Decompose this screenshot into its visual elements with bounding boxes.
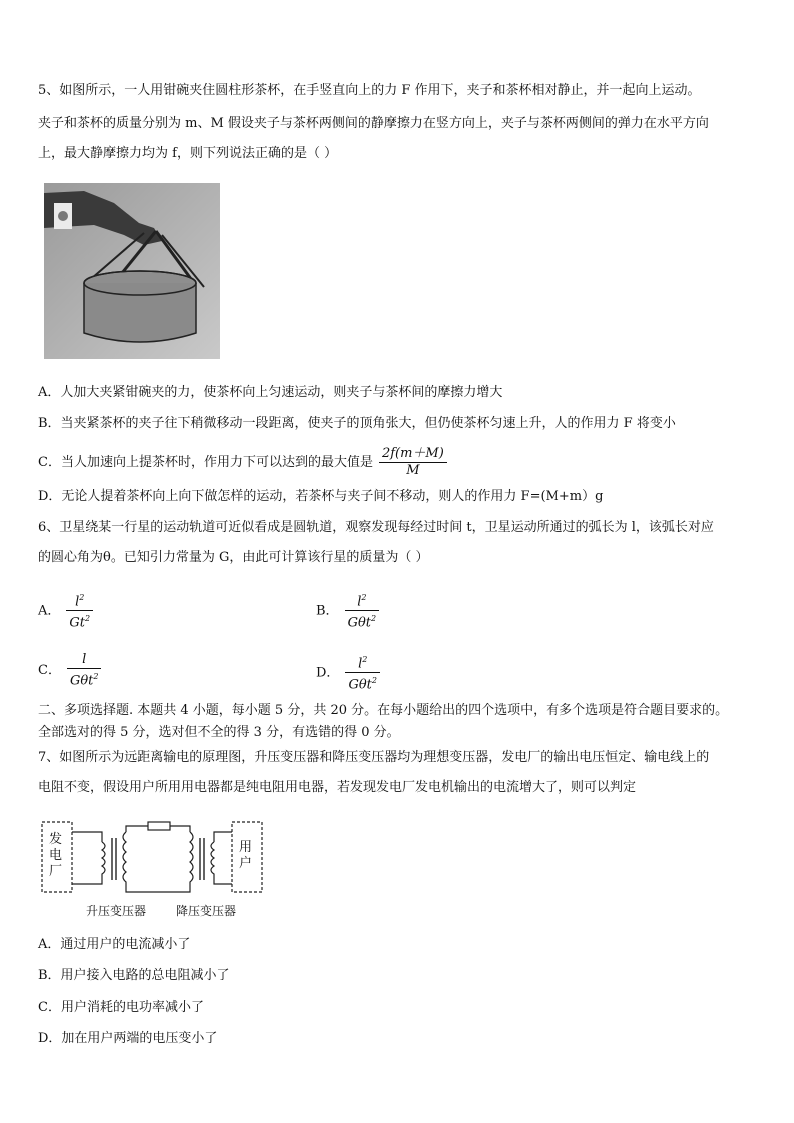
q6-option-b-num-exp: 2 xyxy=(361,593,367,602)
q6-option-b xyxy=(316,590,379,632)
q6-option-d xyxy=(316,652,380,694)
q5-line1: 5、如图所示，一人用钳碗夹住圆柱形茶杯，在手竖直向上的力 F 作用下，夹子和茶杯相对静止，并一起向上运动。 xyxy=(38,83,701,98)
diagram-power-plant-label: 发电厂 xyxy=(49,832,63,879)
q7-line1: 7、如图所示为远距离输电的原理图，升压变压器和降压变压器均为理想变压器，发电厂的输出电压恒定、输电线上的 xyxy=(38,750,710,765)
q6-option-a-label: A． xyxy=(38,603,61,619)
q6-option-d-den-exp: 2 xyxy=(371,676,377,686)
q6-option-a-num-exp: 2 xyxy=(79,593,85,602)
q6-option-a-den-exp: 2 xyxy=(85,614,91,624)
q6-option-c-label: C． xyxy=(38,663,61,679)
q6-option-b-den-exp: 2 xyxy=(371,614,377,624)
q6-option-a xyxy=(38,590,93,632)
q5-option-c-denominator: M xyxy=(406,463,420,478)
q7-option-d: D．加在用户两端的电压变小了 xyxy=(38,1031,218,1046)
q5-option-c-numerator: 2f(m＋M) xyxy=(379,446,447,463)
q6-option-b-numerator: l xyxy=(357,594,362,610)
q5-option-a: A．人加大夹紧钳碗夹的力，使茶杯向上匀速运动，则夹子与茶杯间的摩擦力增大 xyxy=(38,385,503,400)
q6-option-a-numerator: l xyxy=(75,594,80,610)
q6-option-d-num-exp: 2 xyxy=(362,655,368,664)
caption-step-down: 降压变压器 xyxy=(176,904,237,918)
q6-option-c-den-exp: 2 xyxy=(93,672,99,681)
q5-option-b: B．当夹紧茶杯的夹子往下稍微移动一段距离，使夹子的顶角张大，但仍使茶杯匀速上升，人的作用力 F 将变小 xyxy=(38,416,676,431)
q6-line2: 的圆心角为θ。已知引力常量为 G，由此可计算该行星的质量为（ ） xyxy=(38,550,429,565)
q6-option-d-label: D． xyxy=(316,665,340,681)
q5-option-d: D．无论人提着茶杯向上向下做怎样的运动，若茶杯与夹子间不移动，则人的作用力 F=(M+m）g xyxy=(38,489,604,504)
q5-option-c xyxy=(38,446,447,479)
q6-option-c xyxy=(38,652,101,689)
teacup-photo xyxy=(44,183,220,359)
q6-option-a-denominator: Gt xyxy=(69,615,85,631)
caption-step-up: 升压变压器 xyxy=(86,904,147,918)
q6-option-d-numerator: l xyxy=(358,656,363,672)
q6-option-c-denominator: Gθt xyxy=(69,673,94,689)
q7-line2: 电阻不变，假设用户所用用电器都是纯电阻用电器，若发现发电厂发电机输出的电流增大了，则可以判定 xyxy=(38,780,637,795)
section2-line1: 二、多项选择题. 本题共 4 小题，每小题 5 分，共 20 分。在每小题给出的四个选项中，有多个选项是符合题目要求的。 xyxy=(38,703,729,718)
q5-option-c-text: C．当人加速向上提茶杯时，作用力下可以达到的最大值是 xyxy=(38,455,373,470)
q6-option-d-denominator: Gθt xyxy=(348,677,372,693)
q7-option-c: C．用户消耗的电功率减小了 xyxy=(38,1000,204,1015)
q5-option-c-fraction xyxy=(379,446,447,479)
transmission-diagram xyxy=(40,818,268,900)
q5-line2: 夹子和茶杯的质量分别为 m、M 假设夹子与茶杯两侧间的静摩擦力在竖方向上，夹子与茶杯两侧间的弹力在水平方向 xyxy=(38,116,709,131)
q5-line3: 上，最大静摩擦力均为 f，则下列说法正确的是（ ） xyxy=(38,146,338,161)
q6-option-b-label: B． xyxy=(316,603,339,619)
q6-option-c-numerator: l xyxy=(82,652,87,667)
q7-option-a: A．通过用户的电流减小了 xyxy=(38,937,191,952)
q7-option-b: B．用户接入电路的总电阻减小了 xyxy=(38,968,230,983)
q6-option-b-denominator: Gθt xyxy=(347,615,371,631)
diagram-user-label: 用户 xyxy=(239,840,253,871)
section2-line2: 全部选对的得 5 分，选对但不全的得 3 分，有选错的得 0 分。 xyxy=(38,725,400,740)
q6-line1: 6、卫星绕某一行星的运动轨道可近似看成是圆轨道，观察发现每经过时间 t，卫星运动所通过的弧长为 l，该弧长对应 xyxy=(38,520,714,535)
